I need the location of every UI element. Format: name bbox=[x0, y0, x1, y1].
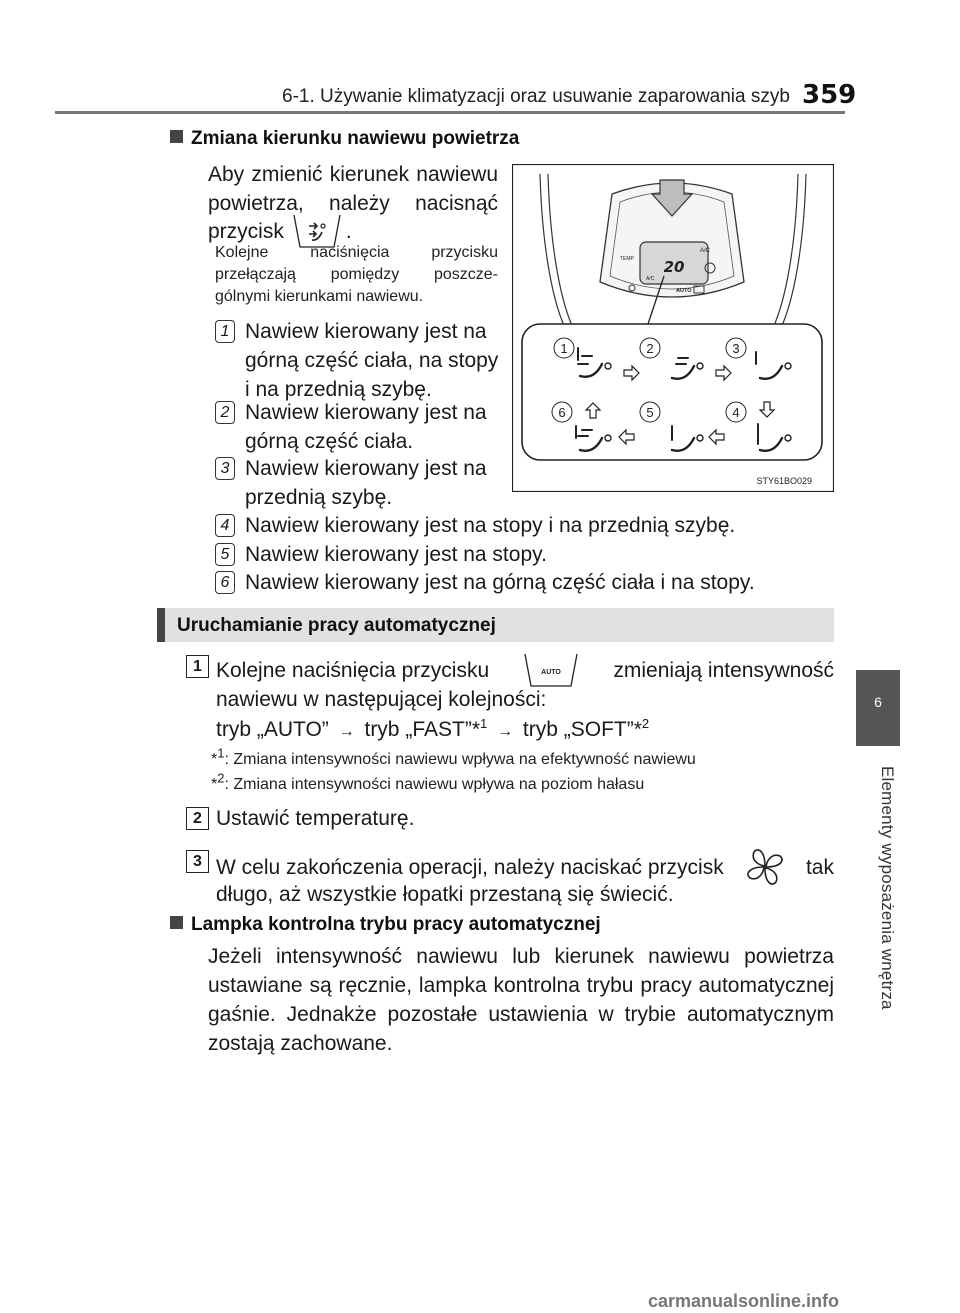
fan-button-icon bbox=[743, 845, 787, 889]
list-item-2-line-2: górną część ciała. bbox=[245, 430, 414, 453]
header-rule bbox=[55, 111, 845, 114]
step-number-2: 2 bbox=[186, 807, 209, 830]
intro-line-2: powietrza, należy nacisnąć bbox=[208, 192, 498, 215]
step-number-1: 1 bbox=[186, 655, 209, 678]
panel-ac-label-bottom: A/C bbox=[646, 276, 655, 282]
note-line-3: gólnymi kierunkami nawiewu. bbox=[215, 288, 424, 305]
list-item-6-line-1: Nawiew kierowany jest na górną część ciała i na stopy. bbox=[245, 571, 755, 594]
footnote-2-sup: 2 bbox=[217, 770, 225, 786]
running-header-title: 6-1. Używanie klimatyzacji oraz usuwanie zaparowania szyb bbox=[282, 86, 790, 107]
footnote-2-text: : Zmiana intensywności nawiewu wpływa na poziom hałasu bbox=[224, 776, 645, 793]
intro-line-3-text: przycisk bbox=[208, 219, 284, 243]
intro-line-3-end: . bbox=[345, 219, 352, 243]
step-3-text-b: tak bbox=[805, 855, 834, 879]
callout-2: 2 bbox=[646, 341, 654, 356]
indicator-line-1: Jeżeli intensywność nawiewu lub kierunek nawiewu powietrza bbox=[208, 945, 834, 968]
climate-control-figure bbox=[512, 164, 834, 492]
callout-number: 2 bbox=[215, 401, 235, 424]
list-item-3-line-1: Nawiew kierowany jest na bbox=[245, 457, 487, 480]
panel-temp-label: TEMP bbox=[620, 256, 634, 262]
intro-line-1: Aby zmienić kierunek nawiewu bbox=[208, 163, 498, 186]
step-1-text-b: zmieniają intensywność bbox=[613, 658, 834, 682]
footnote-2-mark: * bbox=[211, 776, 218, 793]
indicator-line-4: zostają zachowane. bbox=[208, 1032, 393, 1055]
step-3-line-2: długo, aż wszystkie łopatki przestaną się świecić. bbox=[216, 883, 674, 906]
list-item-1-line-3: i na przednią szybę. bbox=[245, 378, 432, 401]
step-2-line-1: Ustawić temperaturę. bbox=[216, 807, 415, 830]
list-item-4-line-1: Nawiew kierowany jest na stopy i na przednią szybę. bbox=[245, 514, 736, 537]
list-item-1 bbox=[215, 317, 498, 404]
footnote-1-sup: 1 bbox=[217, 745, 225, 761]
section-heading-airflow bbox=[170, 128, 519, 150]
callout-4: 4 bbox=[732, 405, 740, 420]
step-3-text-a: W celu zakończenia operacji, należy naciskać przycisk bbox=[216, 855, 724, 879]
panel-temperature: 20 bbox=[663, 258, 685, 276]
footnote-1 bbox=[211, 745, 696, 770]
note-line-1: Kolejne naciśnięcia przycisku bbox=[215, 244, 498, 261]
callout-1: 1 bbox=[560, 341, 568, 356]
panel-ac-label-top: A/C bbox=[700, 248, 711, 254]
seq-soft-sup: 2 bbox=[641, 716, 650, 731]
callout-number: 1 bbox=[215, 320, 235, 343]
seq-fast: tryb „FAST”* bbox=[364, 718, 480, 741]
step-1-sequence bbox=[216, 713, 649, 748]
section-heading-airflow-text: Zmiana kierunku nawiewu powietrza bbox=[191, 128, 520, 149]
list-item-5 bbox=[215, 540, 547, 569]
chapter-label: Elementy wyposażenia wnętrza bbox=[878, 765, 897, 1010]
list-item-6 bbox=[215, 568, 755, 597]
chapter-tab bbox=[856, 670, 900, 746]
indicator-line-2: ustawiane są ręcznie, lampka kontrolna trybu pracy automatycznej bbox=[208, 974, 834, 997]
page-number: 359 bbox=[802, 80, 857, 110]
callout-number: 6 bbox=[215, 571, 235, 594]
callout-number: 3 bbox=[215, 457, 235, 480]
section-heading-indicator bbox=[170, 914, 601, 936]
section-heading-indicator-text: Lampka kontrolna trybu pracy automatycznej bbox=[191, 914, 601, 935]
list-item-2 bbox=[215, 398, 487, 456]
footnote-2 bbox=[211, 770, 645, 795]
seq-arrow-1: → bbox=[338, 723, 355, 740]
indicator-line-3: gaśnie. Jednakże pozostałe ustawienia w trybie automatycznym bbox=[208, 1003, 834, 1026]
step-number-3: 3 bbox=[186, 850, 209, 873]
list-item-1-line-2: górną część ciała, na stopy bbox=[245, 349, 499, 372]
callout-6: 6 bbox=[558, 405, 566, 420]
chapter-number: 6 bbox=[874, 694, 882, 710]
callout-5: 5 bbox=[646, 405, 654, 420]
callout-3: 3 bbox=[732, 341, 740, 356]
footnote-1-mark: * bbox=[211, 751, 218, 768]
callout-number: 5 bbox=[215, 543, 235, 566]
list-item-3 bbox=[215, 454, 487, 512]
figure-code: STY61BO029 bbox=[756, 476, 812, 486]
seq-soft: tryb „SOFT”* bbox=[522, 718, 642, 741]
bullet-square-icon bbox=[170, 916, 183, 929]
section-bar-auto-title: Uruchamianie pracy automatycznej bbox=[177, 615, 496, 636]
seq-arrow-2: → bbox=[497, 723, 514, 740]
step-1-text-a: Kolejne naciśnięcia przycisku bbox=[216, 658, 490, 682]
panel-auto-label: AUTO bbox=[676, 288, 692, 294]
watermark: carmanualsonline.info bbox=[648, 1291, 840, 1311]
footnote-1-text: : Zmiana intensywności nawiewu wpływa na efektywność nawiewu bbox=[224, 751, 696, 768]
seq-auto: tryb „AUTO” bbox=[216, 718, 329, 741]
note-line-2: przełączają pomiędzy poszcze- bbox=[215, 266, 498, 283]
list-item-1-line-1: Nawiew kierowany jest na bbox=[245, 320, 487, 343]
callout-number: 4 bbox=[215, 514, 235, 537]
step-1-line-2: nawiewu w następującej kolejności: bbox=[216, 688, 547, 711]
bullet-square-icon bbox=[170, 130, 183, 143]
auto-button-label: AUTO bbox=[541, 669, 562, 676]
seq-fast-sup: 1 bbox=[480, 716, 488, 731]
list-item-5-line-1: Nawiew kierowany jest na stopy. bbox=[245, 543, 547, 566]
list-item-3-line-2: przednią szybę. bbox=[245, 486, 393, 509]
list-item-4 bbox=[215, 511, 735, 540]
list-item-2-line-1: Nawiew kierowany jest na bbox=[245, 401, 487, 424]
section-bar-auto bbox=[157, 608, 834, 642]
